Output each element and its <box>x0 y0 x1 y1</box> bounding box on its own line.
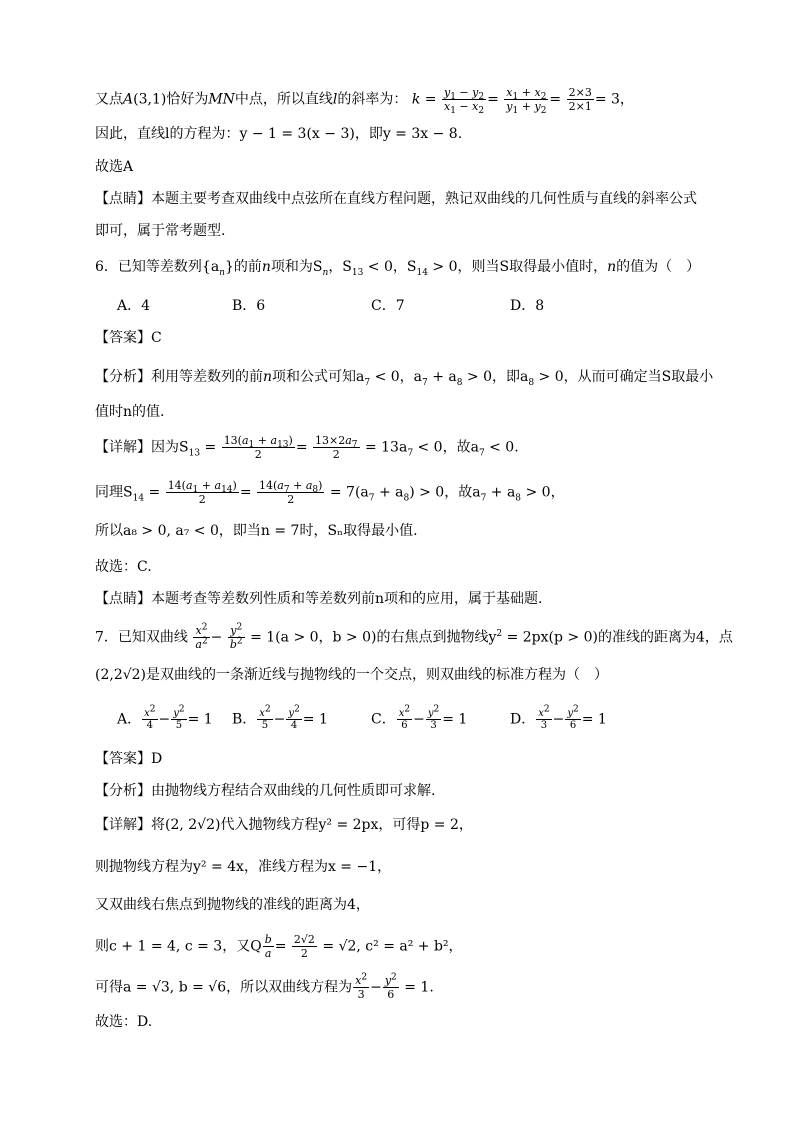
choice-line: 故选A <box>95 159 134 175</box>
q6-detail-2: 同理$S_{14}$ = $\frac{14(a_1 + a_{14})}{2}$ = $\frac{14(a_7 + a_8)}{2}$ = $7(a_7 + a_8) > 0$，故$a_7 + a_8 > 0$， <box>95 479 565 506</box>
line-equation: 因此，直线l的方程为：y − 1 = 3(x − 3)，即y = 3x − 8. <box>95 126 463 142</box>
remark-continuation: 即可，属于常考题型. <box>95 223 226 239</box>
q7-detail-5: 可得a = √3, b = √6，所以双曲线方程为 $\frac{x^2}{3}$ − $\frac{y^2}{6}$ = 1. <box>95 972 434 1001</box>
q6-detail-1: 【详解】因为$S_{13}$ = $\frac{13(a_1 + a_{13})}{2}$ = $\frac{13\times 2a_7}{2}$ = $13a_7 < 0$，故$a_7 < 0$. <box>95 434 519 461</box>
fraction: $\frac{y_1 - y_2}{x_1 - x_2}$ <box>443 86 485 117</box>
q7-choice: 故选：D. <box>95 1014 153 1030</box>
q7-detail-3: 又双曲线右焦点到抛物线的准线的距离为4， <box>95 897 370 913</box>
q7-option-a: A． $\frac{x^2}{4}$ − $\frac{y^2}{5}$ = 1 <box>117 704 213 731</box>
question-6: 6．已知等差数列$\{a_n\}$的前n项和为$S_n$，$S_{13} < 0$，$S_{14} > 0$，则当S取得最小值时，n的值为（ ） <box>95 259 701 278</box>
q7-analysis: 【分析】由抛物线方程结合双曲线的几何性质即可求解. <box>95 783 436 799</box>
q6-detail-3: 所以a₈ > 0, a₇ < 0，即当n = 7时，Sₙ取得最小值. <box>95 523 418 539</box>
fraction: $\frac{2\times 3}{2\times 1}$ <box>568 86 592 113</box>
q6-option-a: A．4 <box>117 298 151 314</box>
fraction: $\frac{x_1 + x_2}{y_1 + y_2}$ <box>506 86 547 117</box>
q6-answer: 【答案】C <box>95 330 162 346</box>
q6-option-b: B．6 <box>232 298 266 314</box>
q7-detail-4: 则c + 1 = 4, c = 3，又Q $\frac{b}{a}$ = $\frac{2√2}{2}$ = √2, c² = a² + b²， <box>95 933 463 960</box>
q7-detail-1: 【详解】将(2, 2√2)代入抛物线方程y² = 2px，可得p = 2， <box>95 817 473 833</box>
q7-detail-2: 则抛物线方程为y² = 4x，准线方程为x = −1， <box>95 859 392 875</box>
q7-option-d: D． $\frac{x^2}{3}$ − $\frac{y^2}{6}$ = 1 <box>510 704 607 731</box>
question-7-line-2: (2,2√2)是双曲线的一条渐近线与抛物线的一个交点，则双曲线的标准方程为（ ） <box>95 667 609 683</box>
q6-option-d: D．8 <box>510 298 545 314</box>
q6-analysis: 【分析】利用等差数列的前n项和公式可知$a_7 < 0$，$a_7 + a_8 > 0$，即$a_8 > 0$，从而可确定当S取最小 <box>95 369 714 388</box>
q7-option-b: B． $\frac{x^2}{5}$ − $\frac{y^2}{4}$ = 1 <box>232 704 328 731</box>
q6-option-c: C．7 <box>371 298 405 314</box>
question-7: 7．已知双曲线 $\frac{x^2}{a^2}$ − $\frac{y^2}{b^2}$ = 1(a > 0，b > 0)的右焦点到抛物线$y^2 = 2px(p > 0)$的准线的距离为4，点 <box>95 622 733 651</box>
q6-remark: 【点睛】本题考查等差数列性质和等差数列前n项和的应用，属于基础题. <box>95 591 543 607</box>
q7-answer: 【答案】D <box>95 751 163 767</box>
slope-line: 又点A(3,1)恰好为MN中点，所以直线l的斜率为： k = $\frac{y_1 - y_2}{x_1 - x_2}$ = $\frac{x_1 + x_2}{y_1 + y_2}$ = $\frac{2\times 3}{2\times 1}$ = 3， <box>95 86 634 117</box>
q7-option-c: C． $\frac{x^2}{6}$ − $\frac{y^2}{3}$ = 1 <box>371 704 468 731</box>
q6-choice: 故选：C. <box>95 559 152 575</box>
q6-analysis-cont: 值时n的值. <box>95 404 165 420</box>
remark-heading: 【点睛】本题主要考查双曲线中点弦所在直线方程问题，熟记双曲线的几何性质与直线的斜率公式 <box>95 191 697 207</box>
